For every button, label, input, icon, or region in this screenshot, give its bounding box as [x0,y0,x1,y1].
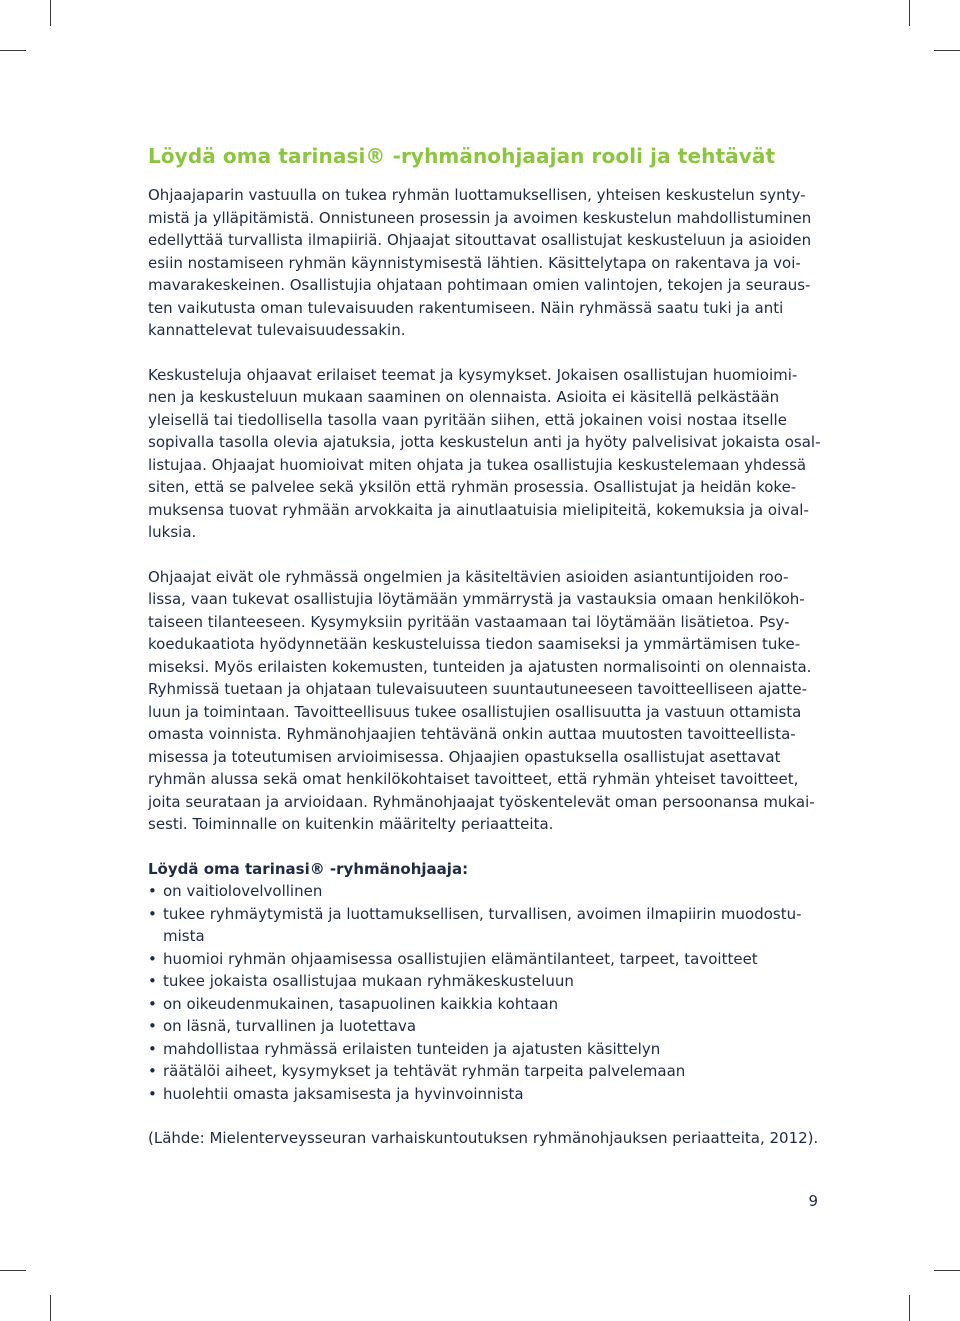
list-item: • räätälöi aiheet, kysymykset ja tehtävät ryhmän tarpeita palvelemaan [148,1060,828,1083]
list-item: • on oikeudenmukainen, tasapuolinen kaikkia kohtaan [148,993,828,1016]
crop-mark [0,1270,26,1271]
list-item: • on läsnä, turvallinen ja luotettava [148,1015,828,1038]
bullet-list [148,880,828,1105]
paragraph-2: Keskusteluja ohjaavat erilaiset teemat ja kysymykset. Jokaisen osallistujan huomioimi- nen ja keskusteluun mukaan saaminen on olennaista. Asioita ei käsitellä pelkästään yleisellä tai tiedollisella tasolla vaan pyritään siihen, että jokainen voisi nostaa itselle sopivalla tasolla olevia ajatuksia, jotta keskustelun anti ja hyöty palvelisivat jokaista osal- listujaa. Ohjaajat huomioivat miten ohjata ja tukea osallistujia keskustelemaan yhdessä siten, että se palvelee sekä yksilön että ryhmän prosessia. Osallistujat ja heidän koke- muksensa tuovat ryhmään arvokkaita ja ainutlaatuisia mielipiteitä, kokemuksia ja oival- luksia. [148,365,821,541]
page-title: Löydä oma tarinasi® -ryhmänohjaajan rooli ja tehtävät [148,144,776,168]
list-item: • huomioi ryhmän ohjaamisessa osallistujien elämäntilanteet, tarpeet, tavoitteet [148,948,828,971]
paragraph-3: Ohjaajat eivät ole ryhmässä ongelmien ja käsiteltävien asioiden asiantuntijoiden roo- lissa, vaan tukevat osallistujia löytämään ymmärrystä ja vastauksia omaan henkilökoh- taiseen tilanteeseen. Kysymyksiin pyritään vastaamaan tai löytämään lisätietoa. Psy- koedukaatiota hyödynnetään keskusteluissa tiedon saamiseksi ja ymmärtämisen tuke- miseksi. Myös erilaisten kokemusten, tunteiden ja ajatusten normalisointi on olennaista. Ryhmissä tuetaan ja ohjataan tulevaisuuteen suuntautuneeseen tavoitteelliseen ajatte- luun ja toimintaan. Tavoitteellisuus tukee osallistujien osallisuutta ja vastuun ottamista omasta voinnista. Ryhmänohjaajien tehtävänä onkin auttaa muutosten tavoitteellista- misessa ja toteutumisen arvioimisessa. Ohjaajien opastuksella osallistujat asettavat ryhmän alussa sekä omat henkilökohtaiset tavoitteet, että ryhmän yhteiset tavoitteet, joita seurataan ja arvioidaan. Ryhmänohjaajat työskentelevät oman persoonansa mukai- sesti. Toiminnalle on kuitenkin määritelty periaatteita. [148,567,815,833]
list-item: • on vaitiolovelvollinen [148,880,828,903]
page-number: 9 [808,1192,818,1210]
paragraph-1: Ohjaajaparin vastuulla on tukea ryhmän luottamuksellisen, yhteisen keskustelun synty- mistä ja ylläpitämistä. Onnistuneen prosessin ja avoimen keskustelun mahdollistuminen edellyttää turvallista ilmapiiriä. Ohjaajat sitouttavat osallistujat keskusteluun ja asioiden esiin nostamiseen ryhmän käynnistymisestä lähtien. Käsittelytapa on rakentava ja voi- mavarakeskeinen. Osallistujia ohjataan pohtimaan omien valintojen, tekojen ja seuraus- ten vaikutusta oman tulevaisuuden rakentumiseen. Näin ryhmässä saatu tuki ja anti kannattelevat tulevaisuudessakin. [148,186,812,339]
list-heading: Löydä oma tarinasi® -ryhmänohjaaja: [148,859,469,878]
crop-mark [934,50,960,51]
list-item: • tukee ryhmäytymistä ja luottamuksellisen, turvallisen, avoimen ilmapiirin muodostu- mista [148,903,828,948]
crop-mark [934,1270,960,1271]
source-citation: (Lähde: Mielenterveysseuran varhaiskuntoutuksen ryhmänohjauksen periaatteita, 2012). [148,1129,819,1147]
crop-mark [0,50,26,51]
crop-mark [50,0,51,26]
crop-mark [50,1295,51,1321]
crop-mark [909,0,910,26]
page-content [148,142,828,1150]
list-item: • tukee jokaista osallistujaa mukaan ryhmäkeskusteluun [148,970,828,993]
list-item: • mahdollistaa ryhmässä erilaisten tunteiden ja ajatusten käsittelyn [148,1038,828,1061]
list-item: • huolehtii omasta jaksamisesta ja hyvinvoinnista [148,1083,828,1106]
crop-mark [909,1295,910,1321]
